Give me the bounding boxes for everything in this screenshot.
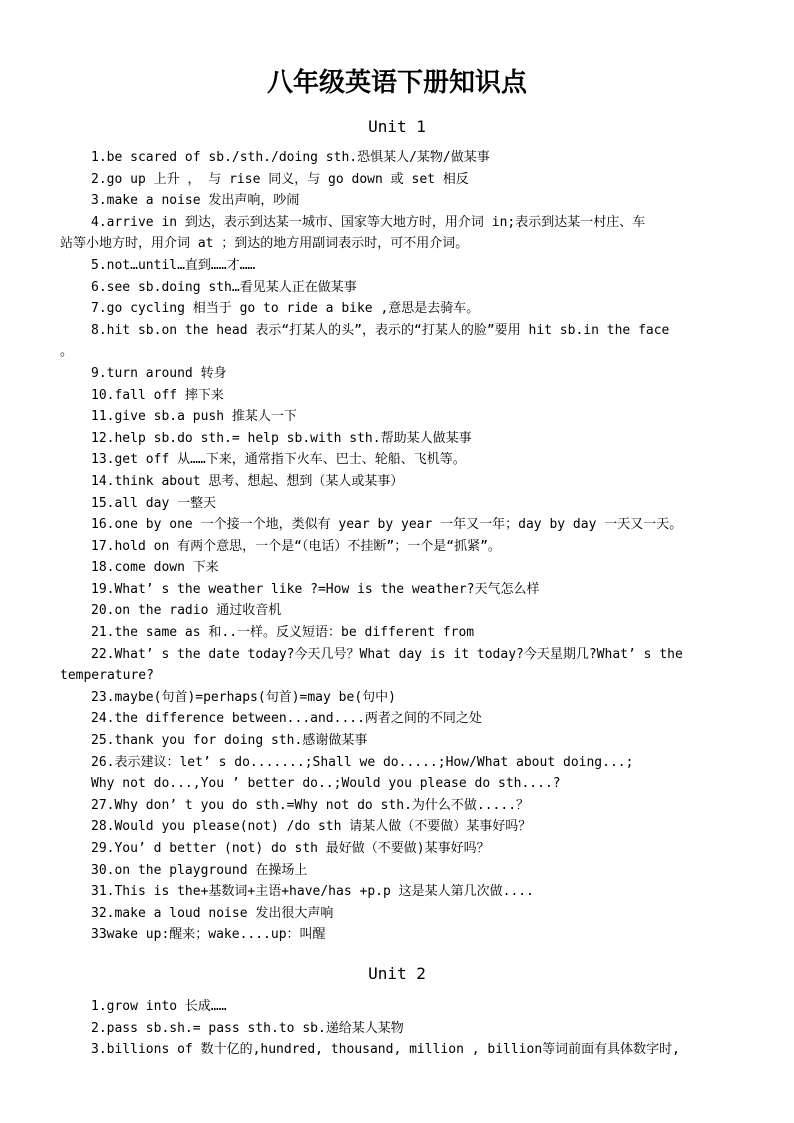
knowledge-point-line: 18.come down 下来 — [91, 560, 219, 576]
knowledge-point-line: 30.on the playground 在操场上 — [91, 862, 308, 878]
knowledge-point-line: 28.Would you please(not) /do sth 请某人做（不要做）某事好吗？ — [91, 819, 532, 835]
knowledge-point-line: 14.think about 思考、想起、想到（某人或某事） — [91, 473, 404, 489]
knowledge-point-line: 2.go up 上升 ， 与 rise 同义，与 go down 或 set 相反 — [91, 171, 469, 187]
knowledge-point-line: 33wake up:醒来；wake....up：叫醒 — [91, 927, 326, 943]
knowledge-point-line: 1.grow into 长成…… — [91, 999, 227, 1014]
knowledge-point-line: 31.This is the+基数词+主语+have/has +p.p 这是某人第几次做.... — [91, 884, 534, 900]
knowledge-point-line: 13.get off 从……下来，通常指下火车、巴士、轮船、飞机等。 — [91, 452, 466, 468]
knowledge-point-line: 6.see sb.doing sth…看见某人正在做某事 — [91, 279, 357, 295]
knowledge-point-line: 站等小地方时，用介词 at ；到达的地方用副词表示时，可不用介词。 — [60, 236, 469, 252]
unit-1-content — [60, 147, 740, 946]
knowledge-point-line: 4.arrive in 到达，表示到达某一城市、国家等大地方时，用介词 in;表示到达某一村庄、车 — [91, 214, 646, 230]
knowledge-point-line: 11.give sb.a push 推某人一下 — [91, 409, 297, 425]
knowledge-point-line: 9.turn around 转身 — [91, 365, 227, 381]
knowledge-point-line: Why not do...,You ’ better do..;Would you please do sth....? — [91, 776, 561, 792]
knowledge-point-line: 。 — [60, 344, 74, 360]
knowledge-point-line: 16.one by one 一个接一个地，类似有 year by year 一年又一年；day by day 一天又一天。 — [91, 517, 683, 533]
knowledge-point-line: 32.make a loud noise 发出很大声响 — [91, 905, 334, 921]
knowledge-point-line: 8.hit sb.on the head 表示“打某人的头”，表示的“打某人的脸”要用 hit sb.in the face — [91, 322, 670, 338]
unit-1-heading: Unit 1 — [368, 117, 426, 136]
knowledge-point-line: 26.表示建议：let’ s do.......;Shall we do.....;How/What about doing...; — [91, 754, 634, 770]
knowledge-point-line: 3.billions of 数十亿的,hundred, thousand, million , billion等词前面有具体数字时, — [91, 1042, 680, 1058]
knowledge-point-line: temperature? — [60, 668, 154, 684]
knowledge-point-line: 21.the same as 和..一样。反义短语：be different from — [91, 625, 475, 641]
knowledge-point-line: 17.hold on 有两个意思，一个是“（电话）不挂断”；一个是“抓紧”。 — [91, 538, 501, 554]
knowledge-point-line: 1.be scared of sb./sth./doing sth.恐惧某人/某物/做某事 — [91, 150, 490, 165]
knowledge-point-line: 5.not…until…直到……才…… — [91, 257, 256, 273]
knowledge-point-line: 20.on the radio 通过收音机 — [91, 603, 282, 619]
knowledge-point-line: 22.What’ s the date today?今天几号？What day is it today?今天星期几?What’ s the — [91, 646, 683, 662]
knowledge-point-line: 10.fall off 摔下来 — [91, 387, 224, 403]
knowledge-point-line: 3.make a noise 发出声响，吵闹 — [91, 193, 300, 209]
knowledge-point-line: 24.the difference between...and....两者之间的不同之处 — [91, 711, 482, 727]
knowledge-point-line: 27.Why don’ t you do sth.=Why not do sth.为什么不做.....？ — [91, 797, 530, 813]
knowledge-point-line: 7.go cycling 相当于 go to ride a bike ,意思是去骑车。 — [91, 301, 480, 317]
knowledge-point-line: 25.thank you for doing sth.感谢做某事 — [91, 733, 368, 749]
knowledge-point-line: 19.What’ s the weather like ?=How is the weather?天气怎么样 — [91, 581, 540, 597]
knowledge-point-line: 23.maybe(句首)=perhaps(句首)=may be(句中) — [91, 689, 396, 705]
knowledge-point-line: 12.help sb.do sth.= help sb.with sth.帮助某人做某事 — [91, 430, 472, 446]
knowledge-point-line: 2.pass sb.sh.= pass sth.to sb.递给某人某物 — [91, 1020, 404, 1036]
unit-2-content — [60, 996, 740, 1061]
unit-2-heading: Unit 2 — [368, 964, 426, 983]
page-title: 八年级英语下册知识点 — [266, 68, 527, 98]
knowledge-point-line: 29.You’ d better (not) do sth 最好做（不要做)某事好吗？ — [91, 841, 490, 856]
knowledge-point-line: 15.all day 一整天 — [91, 495, 217, 511]
